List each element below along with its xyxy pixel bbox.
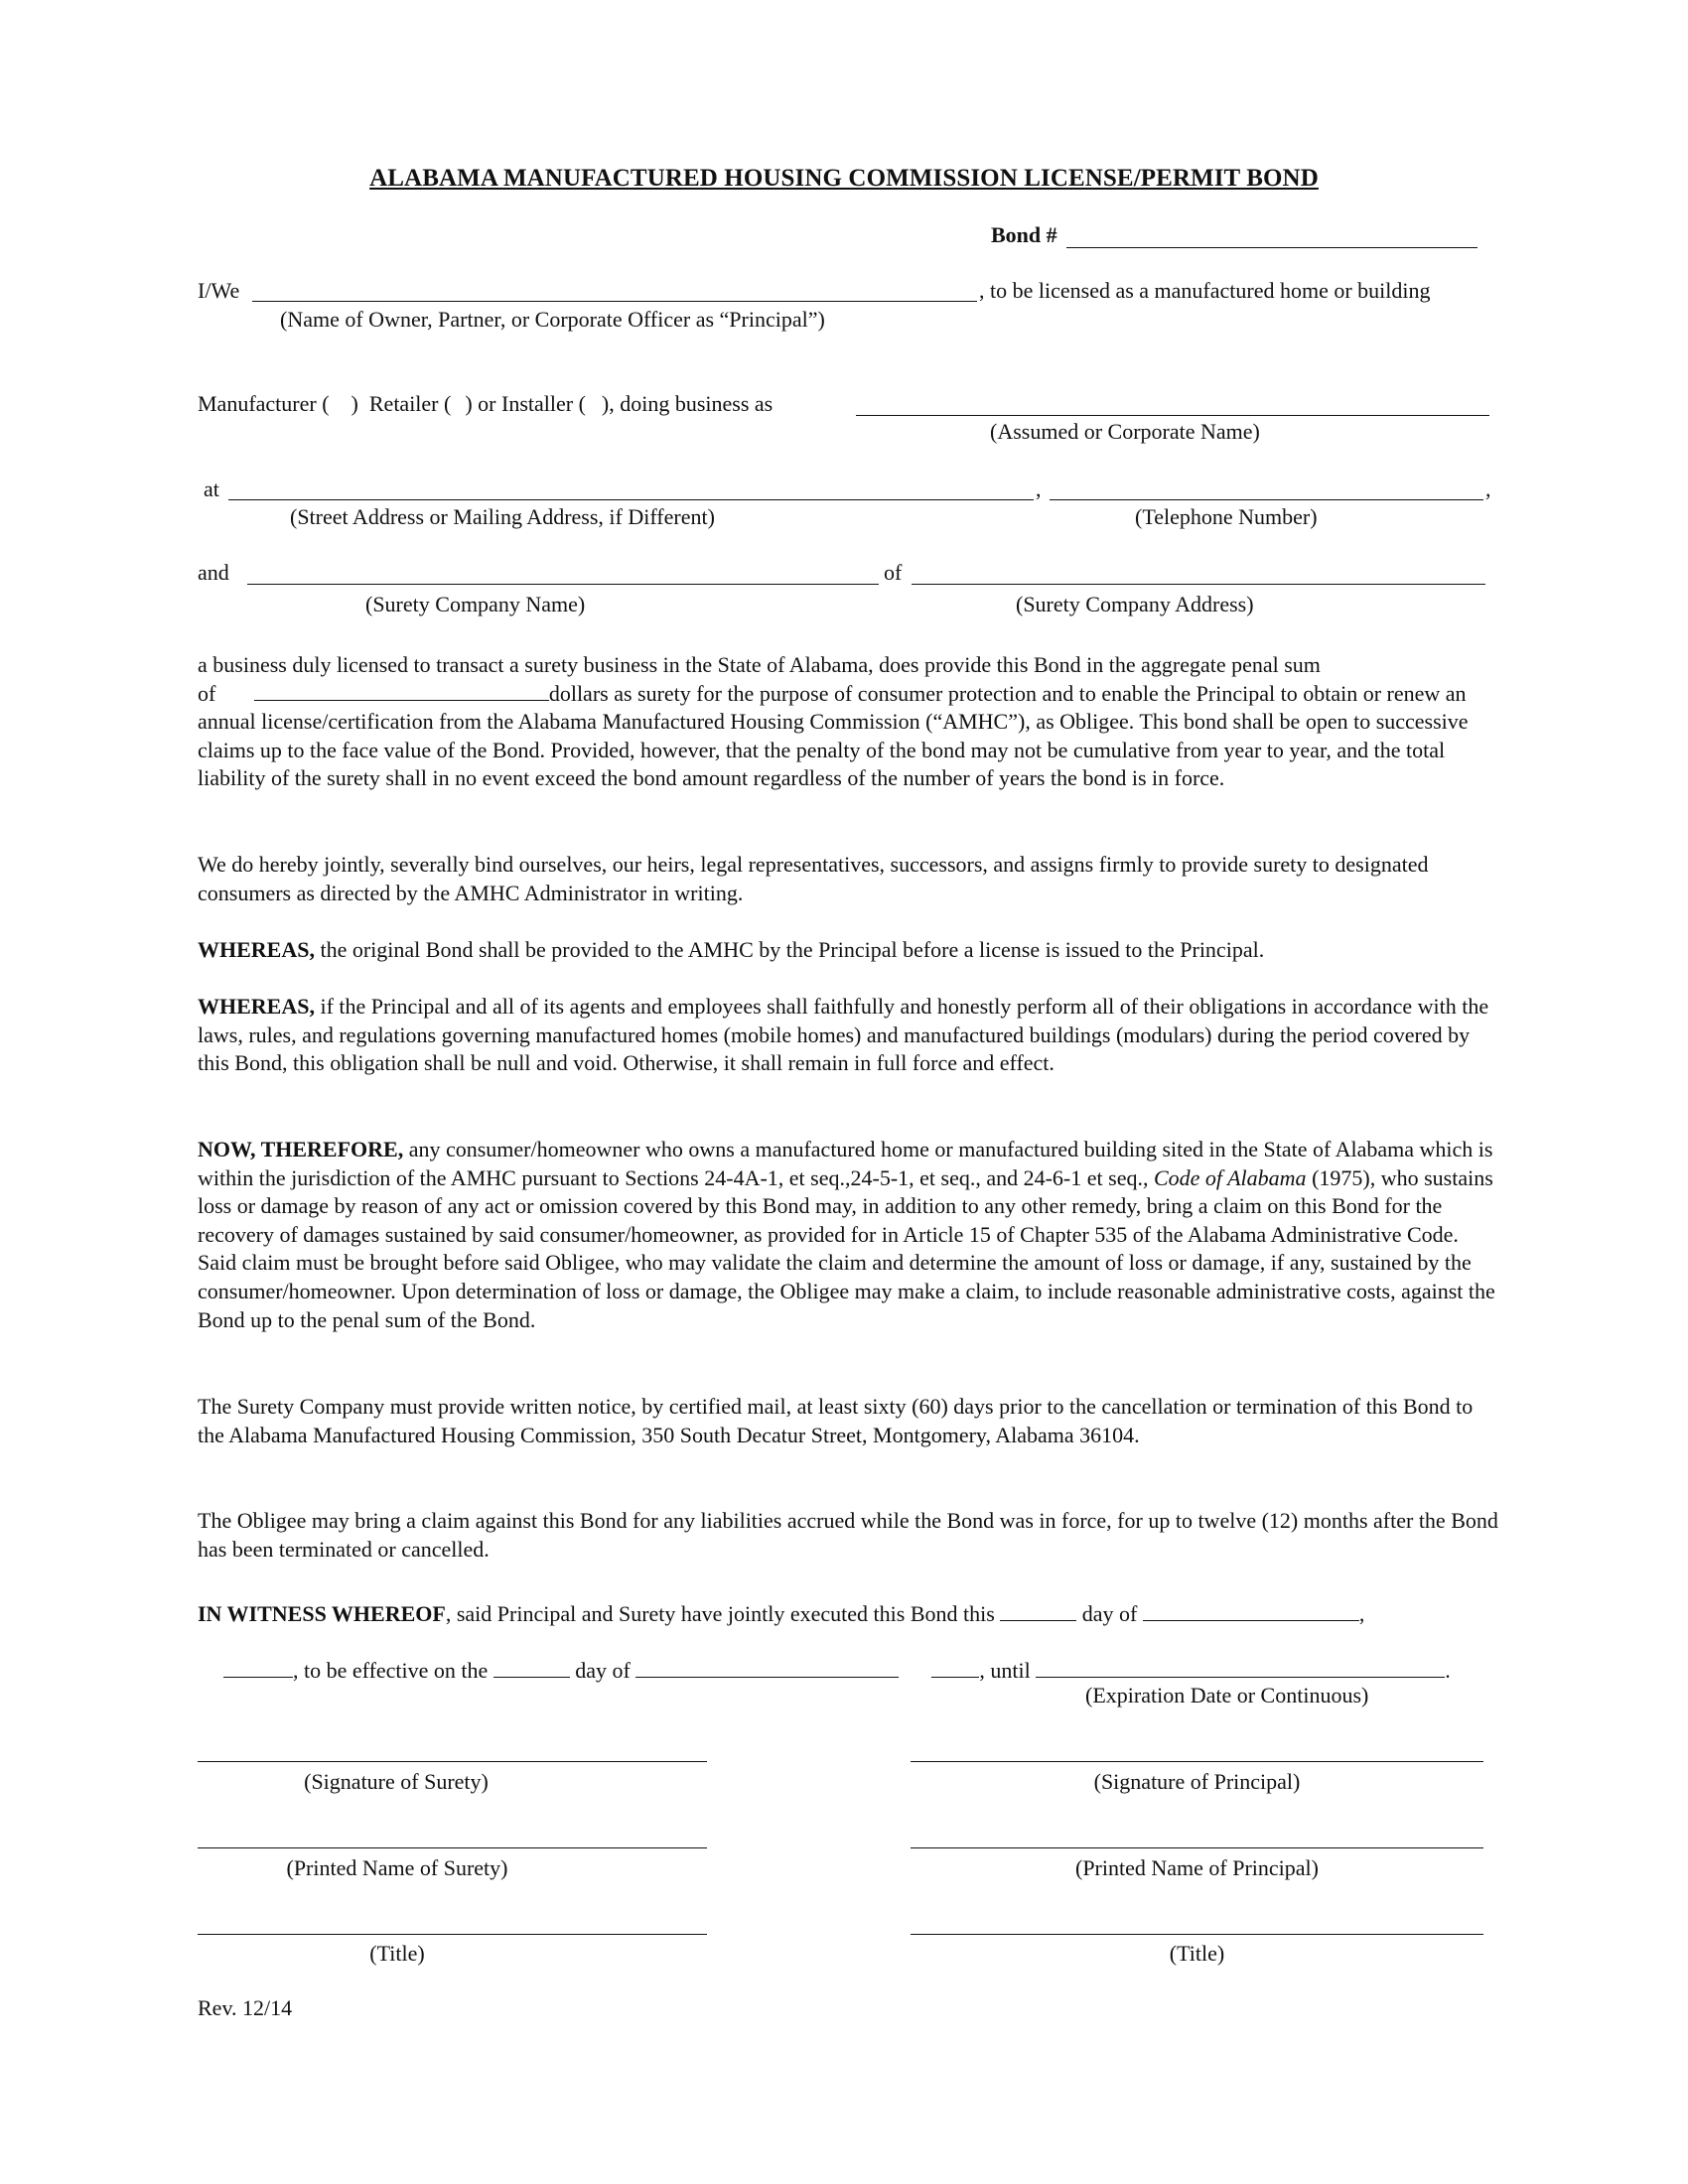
surety-signature-line[interactable]	[198, 1761, 707, 1762]
principal-name-caption: (Name of Owner, Partner, or Corporate Officer as “Principal”)	[280, 307, 825, 332]
revision-label: Rev. 12/14	[198, 1995, 293, 2020]
surety-and-label: and	[198, 560, 229, 585]
surety-address-caption: (Surety Company Address)	[1016, 592, 1254, 616]
executed-day-field[interactable]	[1000, 1600, 1076, 1621]
surety-title-caption: (Title)	[369, 1941, 425, 1966]
assumed-name-field[interactable]	[856, 415, 1489, 416]
principal-name-field[interactable]	[252, 301, 977, 302]
witness-line: IN WITNESS WHEREOF, said Principal and Surety have jointly executed this Bond this day of ,	[198, 1601, 1365, 1626]
paragraph-notice: The Surety Company must provide written notice, by certified mail, at least sixty (60) days prior to the cancellation or termination of this Bond to the Alabama Manufactured Housing Commission, 350 South Decatur Street, Montgomery, Alabama 36104.	[198, 1394, 1474, 1447]
address-comma: ,	[1036, 477, 1042, 501]
surety-name-caption: (Surety Company Name)	[365, 592, 586, 616]
executed-year-field[interactable]	[223, 1657, 293, 1678]
expiration-date-field[interactable]	[1036, 1657, 1445, 1678]
bond-number-field[interactable]	[1066, 247, 1477, 248]
assumed-name-caption: (Assumed or Corporate Name)	[990, 419, 1260, 444]
penal-sum-field[interactable]	[254, 680, 549, 701]
effective-year-field[interactable]	[931, 1657, 979, 1678]
street-address-field[interactable]	[228, 499, 1034, 500]
installer-label: ) or Installer (	[465, 391, 586, 416]
surety-signature-caption: (Signature of Surety)	[304, 1769, 489, 1794]
bond-number-label: Bond #	[991, 222, 1057, 247]
paragraph-whereas-2: WHEREAS, if the Principal and all of its agents and employees shall faithfully and honestly perform all of their obligations in accordance with the laws, rules, and regulations governing manufactured homes (mobile homes) and manufactured buildings (modulars) during the period covered by this Bond, this obligation shall be null and void. Otherwise, it shall remain in full force and effect.	[198, 994, 1489, 1076]
street-address-caption: (Street Address or Mailing Address, if Different)	[290, 504, 715, 529]
principal-printed-name-line[interactable]	[911, 1847, 1483, 1848]
page-title: ALABAMA MANUFACTURED HOUSING COMMISSION LICENSE/PERMIT BOND	[369, 165, 1319, 192]
principal-title-caption: (Title)	[1169, 1941, 1225, 1966]
iwe-suffix: , to be licensed as a manufactured home or building	[979, 278, 1431, 303]
principal-title-line[interactable]	[911, 1934, 1483, 1935]
surety-title-line[interactable]	[198, 1934, 707, 1935]
phone-comma: ,	[1485, 477, 1491, 501]
principal-signature-line[interactable]	[911, 1761, 1483, 1762]
paragraph-claim-period: The Obligee may bring a claim against this Bond for any liabilities accrued while the Bond was in force, for up to twelve (12) months after the Bond has been terminated or cancelled.	[198, 1508, 1498, 1562]
surety-address-field[interactable]	[912, 584, 1485, 585]
paragraph-whereas-1: WHEREAS, the original Bond shall be provided to the AMHC by the Principal before a license is issued to the Principal.	[198, 937, 1265, 962]
telephone-caption: (Telephone Number)	[1135, 504, 1318, 529]
doing-business-as-label: ), doing business as	[601, 391, 774, 416]
address-at-label: at	[204, 477, 219, 501]
surety-printed-name-line[interactable]	[198, 1847, 707, 1848]
executed-month-field[interactable]	[1143, 1600, 1359, 1621]
manufacturer-label: Manufacturer (	[198, 391, 330, 416]
expiration-caption: (Expiration Date or Continuous)	[1085, 1683, 1369, 1707]
surety-of-label: of	[884, 560, 903, 585]
surety-name-field[interactable]	[247, 584, 879, 585]
retailer-label: Retailer (	[368, 391, 452, 416]
paragraph-now-therefore: NOW, THEREFORE, any consumer/homeowner who owns a manufactured home or manufactured building sited in the State of Alabama which is within the jurisdiction of the AMHC pursuant to Sections 24-4A-1, et seq.,24-5-1, et seq., and 24-6-1 et seq., Code of Alabama (1975), who sustains loss or damage by reason of any act or omission covered by this Bond may, in addition to any other remedy, bring a claim on this Bond for the recovery of damages sustained by said consumer/homeowner, as provided for in Article 15 of Chapter 535 of the Alabama Administrative Code. Said claim must be brought before said Obligee, who may validate the claim and determine the amount of loss or damage, if any, sustained by the consumer/homeowner. Upon determination of loss or damage, the Obligee may make a claim, to include reasonable administrative costs, against the Bond up to the penal sum of the Bond.	[198, 1137, 1495, 1332]
paragraph-penal-sum: a business duly licensed to transact a surety business in the State of Alabama, does provide this Bond in the aggregate penal sum of dollars as surety for the purpose of consumer protection and to enable the Principal to obtain or renew an annual license/certification from the Alabama Manufactured Housing Commission (“AMHC”), as Obligee. This bond shall be open to successive claims up to the face value of the Bond. Provided, however, that the penalty of the bond may not be cumulative from year to year, and the total liability of the surety shall in no event exceed the bond amount regardless of the number of years the bond is in force.	[198, 652, 1469, 791]
paragraph-bind: We do hereby jointly, severally bind ourselves, our heirs, legal representatives, successors, and assigns firmly to provide surety to designated consumers as directed by the AMHC Administrator in writing.	[198, 852, 1429, 905]
iwe-label: I/We	[198, 278, 240, 303]
surety-printed-name-caption: (Printed Name of Surety)	[286, 1855, 508, 1880]
principal-printed-name-caption: (Printed Name of Principal)	[1075, 1855, 1319, 1880]
effective-month-field[interactable]	[635, 1657, 899, 1678]
telephone-field[interactable]	[1050, 499, 1483, 500]
business-type-line: Manufacturer ( ) Retailer ( ) or Installer ( ), doing business as	[198, 391, 774, 416]
effective-day-field[interactable]	[493, 1657, 570, 1678]
principal-signature-caption: (Signature of Principal)	[1093, 1769, 1301, 1794]
effective-line: , to be effective on the day of , until .	[223, 1657, 1451, 1682]
